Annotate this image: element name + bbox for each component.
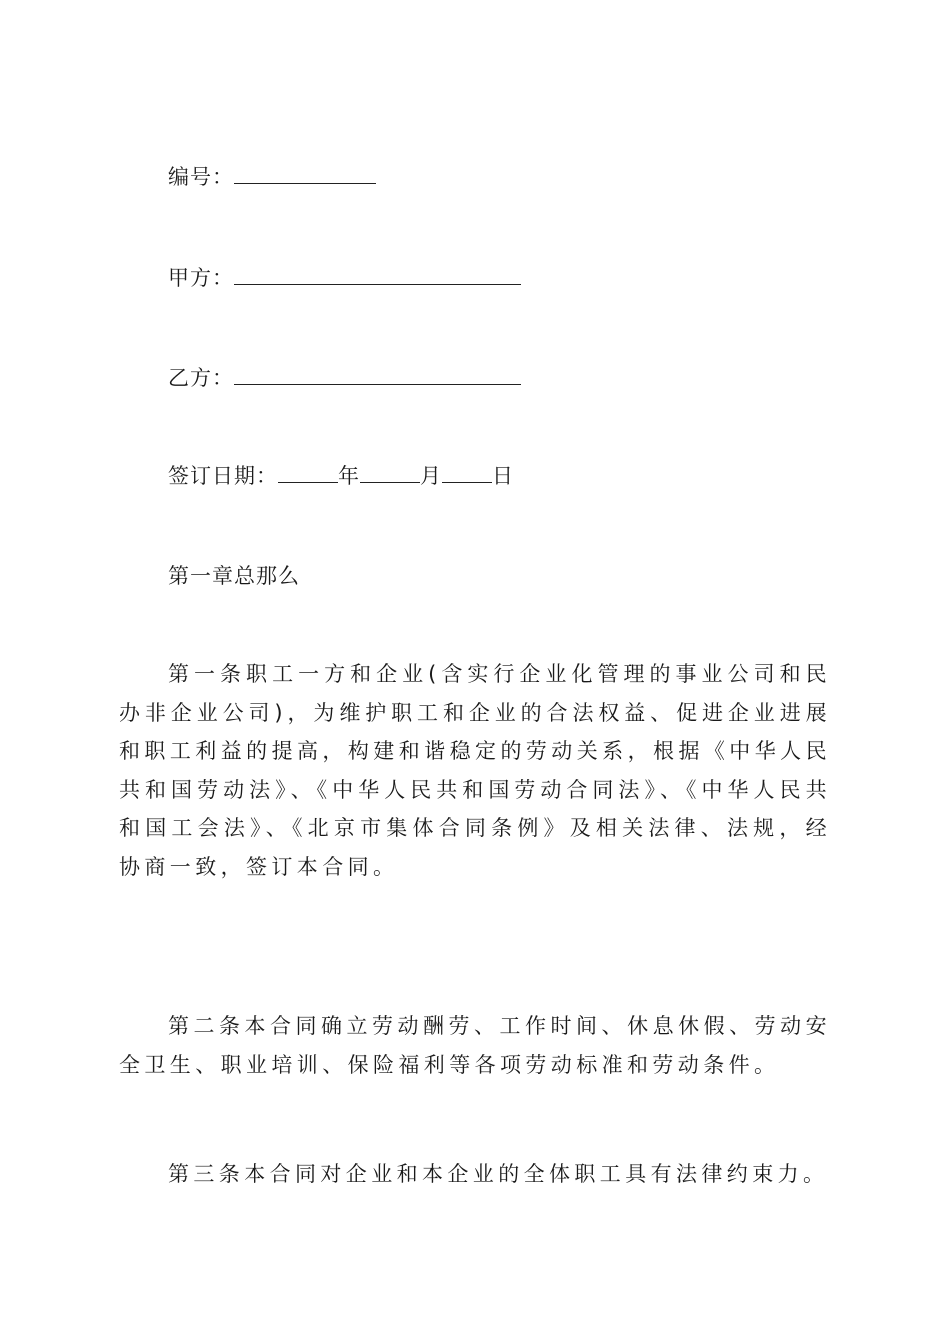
party-a-label: 甲方： xyxy=(168,266,234,290)
party-b-label: 乙方： xyxy=(168,366,234,390)
contract-number-field xyxy=(168,165,376,189)
party-b-blank[interactable] xyxy=(234,366,521,385)
sign-year-blank[interactable] xyxy=(278,464,338,483)
contract-number-blank[interactable] xyxy=(234,165,376,184)
party-a-blank[interactable] xyxy=(234,266,521,285)
month-label: 月 xyxy=(420,464,442,488)
day-label: 日 xyxy=(492,464,514,488)
sign-date-label: 签订日期： xyxy=(168,464,278,488)
party-a-field xyxy=(168,266,521,290)
year-label: 年 xyxy=(338,464,360,488)
article-2: 第二条本合同确立劳动酬劳、工作时间、休息休假、劳动安全卫生、职业培训、保险福利等各项劳动标准和劳动条件。 xyxy=(119,1014,831,1077)
party-b-field xyxy=(168,366,521,390)
sign-date-field xyxy=(168,464,514,488)
contract-number-label: 编号： xyxy=(168,165,234,189)
sign-day-blank[interactable] xyxy=(442,464,492,483)
article-3: 第三条本合同对企业和本企业的全体职工具有法律约束力。 xyxy=(168,1162,829,1186)
chapter-title: 第一章总那么 xyxy=(168,564,300,588)
article-1: 第一条职工一方和企业(含实行企业化管理的事业公司和民办非企业公司)，为维护职工和企业的合法权益、促进企业进展和职工利益的提高，构建和谐稳定的劳动关系，根据《中华人民共和国劳动法》、《中华人民共和国劳动合同法》、《中华人民共和国工会法》、《北京市集体合同条例》及相关法律、法规，经协商一致，签订本合同。 xyxy=(119,662,831,879)
sign-month-blank[interactable] xyxy=(360,464,420,483)
